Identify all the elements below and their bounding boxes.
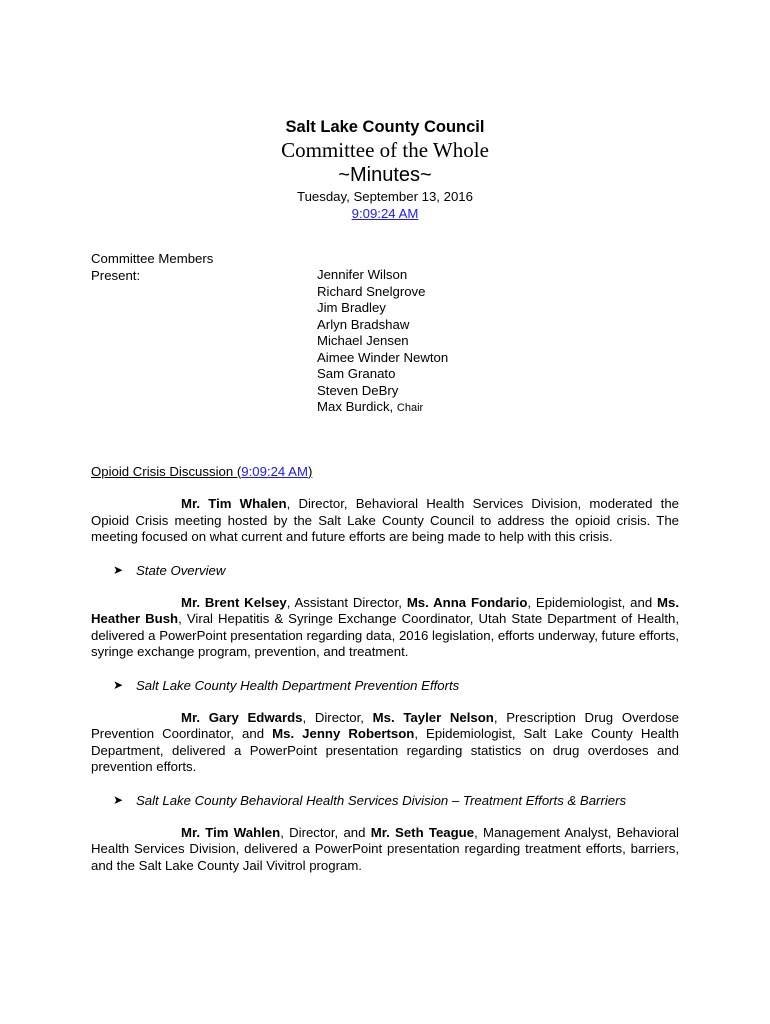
document-header <box>0 117 770 222</box>
speaker-name: Mr. Seth Teague <box>370 824 475 840</box>
bullet-paragraph <box>91 710 679 776</box>
paragraph-text: , Director, and <box>280 824 371 840</box>
members-list <box>317 267 448 417</box>
council-title: Salt Lake County Council <box>285 118 485 136</box>
paragraph-text: , Assistant Director, <box>286 594 407 610</box>
bullet-heading-text: Salt Lake County Health Department Prevention Efforts <box>136 677 460 693</box>
member-name: Jennifer Wilson <box>317 267 408 282</box>
committee-title: Committee of the Whole <box>281 138 489 162</box>
paragraph-text: , Director, Behavioral Health Services Division, moderated the Opioid Crisis meeting hosted by the Salt Lake County Council to address the opioid crisis. The meeting focused on what current and future efforts are being made to help with this crisis. <box>91 496 680 544</box>
paragraph-text: , Viral Hepatitis & Syringe Exchange Coordinator, Utah State Department of Health, delivered a PowerPoint presentation regarding data, 2016 legislation, efforts underway, future efforts, syringe exchange program, prevention, and treatment. <box>91 611 679 659</box>
paragraph-text: , Epidemiologist, and <box>527 594 658 610</box>
speaker-name: Mr. Brent Kelsey <box>181 594 287 610</box>
speaker-name: Mr. Tim Whalen <box>181 496 287 511</box>
member-name: Steven DeBry <box>317 382 399 398</box>
speaker-name: Ms. Tayler Nelson <box>372 709 494 725</box>
intro-paragraph <box>91 496 679 546</box>
members-label <box>91 251 213 284</box>
section-time-link[interactable]: 9:09:24 AM <box>241 464 308 479</box>
arrow-bullet-icon: ➤ <box>113 677 124 692</box>
speaker-name: Ms. Anna Fondario <box>406 594 528 610</box>
arrow-bullet-icon: ➤ <box>113 792 124 807</box>
member-name: Max Burdick, <box>317 399 394 414</box>
members-label-line2: Present: <box>91 267 141 283</box>
bullet-paragraph <box>91 825 679 875</box>
bullet-heading-text: State Overview <box>136 562 226 578</box>
paragraph-text: , Management Analyst, Behavioral Health Services Division, delivered a PowerPoint presentation regarding treatment efforts, barriers, and the Salt Lake County Jail Vivitrol program. <box>91 824 679 873</box>
member-name: Richard Snelgrove <box>317 283 426 299</box>
bullet-heading-text: Salt Lake County Behavioral Health Services Division – Treatment Efforts & Barriers <box>136 792 627 808</box>
chair-suffix: Chair <box>396 402 424 414</box>
speaker-name: Mr. Gary Edwards <box>181 709 303 725</box>
member-name: Aimee Winder Newton <box>317 349 449 365</box>
paragraph-text: , Prescription Drug Overdose Prevention Coordinator, and <box>91 709 679 741</box>
bullet-heading <box>91 792 679 809</box>
member-name-chair <box>317 399 448 417</box>
section-title-text: Opioid Crisis Discussion ( <box>91 464 242 479</box>
member-name: Michael Jensen <box>317 333 409 348</box>
member-name: Sam Granato <box>317 366 396 381</box>
speaker-name: Ms. Jenny Robertson <box>272 726 415 741</box>
member-name: Jim Bradley <box>317 300 386 315</box>
section-title-close: ) <box>307 464 313 479</box>
member-name: Arlyn Bradshaw <box>317 316 410 332</box>
section-title <box>91 463 679 480</box>
speaker-name: Ms. Heather Bush <box>91 594 680 626</box>
minutes-body <box>91 463 679 874</box>
paragraph-text: , Epidemiologist, Salt Lake County Health Department, delivered a PowerPoint presentation regarding statistics on drug overdoses and prevention efforts. <box>91 726 679 774</box>
minutes-title: ~Minutes~ <box>338 164 432 186</box>
meeting-date: Tuesday, September 13, 2016 <box>297 189 473 204</box>
bullet-heading <box>91 562 679 579</box>
members-label-line1: Committee Members <box>91 251 214 266</box>
meeting-time-link[interactable]: 9:09:24 AM <box>351 206 419 221</box>
paragraph-text: , Director, <box>302 709 373 725</box>
arrow-bullet-icon: ➤ <box>113 562 124 577</box>
bullet-paragraph <box>91 595 679 661</box>
bullet-heading <box>91 677 679 694</box>
speaker-name: Mr. Tim Wahlen <box>181 824 281 840</box>
